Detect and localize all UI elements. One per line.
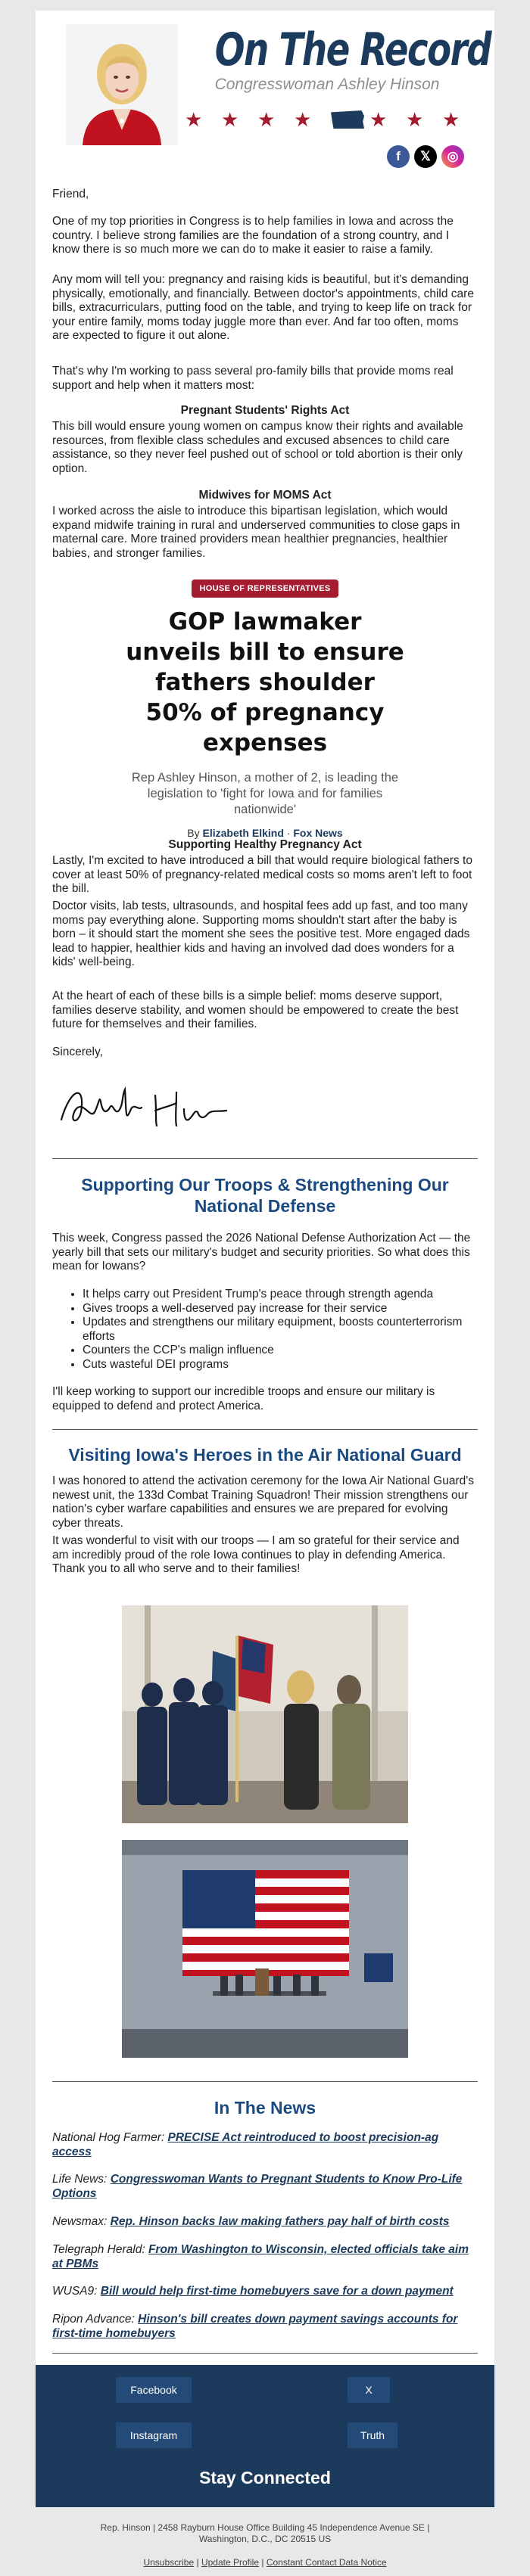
facebook-icon[interactable]: f [387, 145, 410, 168]
newsletter-header [36, 11, 494, 177]
greeting: Friend, [52, 188, 89, 200]
brand-block [183, 23, 491, 94]
facebook-button[interactable]: Facebook [116, 2377, 192, 2403]
link-separator: | [196, 2557, 199, 2568]
link-separator: | [261, 2557, 264, 2568]
congresswoman-portrait [66, 24, 178, 145]
section-divider [52, 1158, 478, 1159]
list-item: • Counters the CCP's malign influence [83, 1344, 476, 1358]
signature-image [55, 1073, 237, 1141]
news-link[interactable]: Congresswoman Wants to Pregnant Students to Know Pro-Life Options [52, 2173, 463, 2200]
data-notice-link[interactable]: Constant Contact Data Notice [266, 2557, 387, 2568]
list-item: • Gives troops a well-deserved pay increase for their service [83, 1302, 476, 1316]
guard-paragraph-1: I was honored to attend the activation ceremony for the Iowa Air National Guard's newest unit, the 133d Combat Training Squadron! Their mission strengthens our nation's cyber warfare capabilities and ensures we are prepared for evolving cyber threats. [52, 1474, 474, 1530]
footer-address [0, 2522, 530, 2545]
list-item: • Updates and strengthens our military equipment, boosts counterterrorism efforts [83, 1316, 476, 1344]
stay-connected-heading: Stay Connected [199, 2468, 331, 2487]
article-byline [123, 827, 407, 839]
news-link[interactable]: Hinson's bill creates down payment savings accounts for first-time homebuyers [52, 2313, 458, 2340]
article-subtitle: Rep Ashley Hinson, a mother of 2, is leading the legislation to 'fight for Iowa and for families nationwide' [131, 771, 399, 816]
ceremony-photo-1 [122, 1605, 408, 1823]
news-source: Ripon Advance: [52, 2313, 135, 2326]
news-link[interactable]: From Washington to Wisconsin, elected officials take aim at PBMs [52, 2243, 469, 2270]
bill-title-pregnant-students: Pregnant Students' Rights Act [180, 404, 350, 417]
news-source: National Hog Farmer: [52, 2131, 165, 2144]
letter-paragraph-1: One of my top priorities in Congress is to help families in Iowa and across the country. I believe strong families are the foundation of a strong country, and I know there is so much more we can do to make it easier to raise a family. [52, 215, 454, 256]
section-divider [52, 2081, 478, 2082]
news-source: WUSA9: [52, 2285, 98, 2298]
news-link[interactable]: Rep. Hinson backs law making fathers pay half of birth costs [110, 2215, 450, 2228]
bill-title-healthy-pregnancy: Supporting Healthy Pregnancy Act [168, 838, 362, 851]
troops-intro: This week, Congress passed the 2026 National Defense Authorization Act — the yearly bill that sets our military's budget and security priorities. So what does this mean for Iowans? [52, 1232, 471, 1273]
byline-separator: · [286, 827, 291, 839]
article-author: Elizabeth Elkind [202, 827, 284, 839]
list-item: • Cuts wasteful DEI programs [83, 1358, 476, 1372]
bill-title-midwives: Midwives for MOMS Act [198, 489, 332, 502]
instagram-button[interactable]: Instagram [116, 2422, 192, 2448]
troops-outro: I'll keep working to support our incredible troops and ensure our military is equipped to defend and protect America. [52, 1385, 435, 1412]
social-footer [36, 2365, 494, 2507]
address-line-1: Rep. Hinson | 2458 Rayburn House Office Building 45 Independence Avenue SE | [100, 2522, 430, 2533]
list-item: • It helps carry out President Trump's peace through strength agenda [83, 1288, 476, 1302]
star-row [183, 109, 471, 132]
star-icon: ★ [369, 108, 388, 131]
letter-closing: Sincerely, [52, 1046, 103, 1058]
star-icon: ★ [406, 108, 424, 131]
newsletter-subtitle: Congresswoman Ashley Hinson [214, 76, 440, 93]
news-item [52, 2285, 478, 2299]
troops-section-title: Supporting Our Troops & Strengthening Our National Defense [81, 1175, 449, 1216]
news-item [52, 2173, 478, 2201]
news-item [52, 2313, 478, 2341]
unsubscribe-link[interactable]: Unsubscribe [143, 2557, 195, 2568]
star-icon: ★ [442, 108, 460, 131]
letter-paragraph-4: Doctor visits, lab tests, ultrasounds, and hospital fees add up fast, and too many moms pay everything alone. Supporting moms shouldn't start after the baby is born – it should start the moment she sees the positive test. More engaged dads lead to happier, healthier kids and having an involved dad does wonders for a kids' well-being. [52, 900, 470, 969]
letter-paragraph-3: That's why I'm working to pass several pro-family bills that provide moms real support and help when it matters most: [52, 365, 454, 392]
letter-paragraph-5: At the heart of each of these bills is a simple belief: moms deserve support, families deserve stability, and women should be empowered to create the best future for themselves and their families. [52, 990, 459, 1031]
address-line-2: Washington, D.C., DC 20515 US [198, 2534, 332, 2544]
news-link[interactable]: Bill would help first-time homebuyers save for a down payment [100, 2285, 454, 2298]
article-badge: HOUSE OF REPRESENTATIVES [192, 580, 338, 598]
byline-prefix: By [187, 827, 200, 839]
news-item [52, 2215, 478, 2230]
update-profile-link[interactable]: Update Profile [201, 2557, 259, 2568]
guard-section-title: Visiting Iowa's Heroes in the Air National Guard [68, 1445, 462, 1465]
ceremony-photo-2 [122, 1840, 408, 2058]
star-icon: ★ [257, 108, 276, 131]
news-source: Newsmax: [52, 2215, 108, 2228]
bill-text-pregnant-students: This bill would ensure young women on campus know their rights and available resources, from flexible class schedules and excused absences to child care assistance, so they never feel pushed out of school or told abortion is their only option. [52, 420, 463, 475]
star-icon: ★ [185, 108, 203, 131]
article-outlet: Fox News [293, 827, 343, 839]
news-link[interactable]: PRECISE Act reintroduced to boost precision-ag access [52, 2131, 439, 2158]
bill-text-midwives: I worked across the aisle to introduce this bipartisan legislation, which would expand midwife training in rural and underserved communities to close gaps in maternal care. More trained providers mean healthier pregnancies, healthier babies, and stronger families. [52, 505, 460, 560]
news-source: Telegraph Herald: [52, 2243, 145, 2256]
star-icon: ★ [221, 108, 239, 131]
x-icon[interactable]: 𝕏 [414, 145, 437, 168]
section-divider [52, 1429, 478, 1430]
news-article-card[interactable] [123, 580, 407, 839]
truth-button[interactable]: Truth [348, 2422, 398, 2448]
email-card [36, 11, 494, 2507]
bill-text-healthy-pregnancy: Lastly, I'm excited to have introduced a bill that would require biological fathers to cover at least 50% of pregnancy-related medical costs so moms aren't left to foot the bill. [52, 854, 472, 896]
news-item [52, 2243, 478, 2271]
footer-links [0, 2557, 530, 2568]
iowa-state-icon [331, 110, 364, 129]
newsletter-title: On The Record [214, 23, 491, 76]
news-source: Life News: [52, 2173, 108, 2186]
news-item [52, 2131, 478, 2159]
guard-paragraph-2: It was wonderful to visit with our troops — I am so grateful for their service and am incredibly proud of the role Iowa continues to play in defending America. Thank you to all who serve and to their families! [52, 1534, 460, 1576]
section-divider [52, 2353, 478, 2354]
x-button[interactable]: X [348, 2377, 390, 2403]
instagram-icon[interactable]: ◎ [441, 145, 464, 168]
letter-paragraph-2: Any mom will tell you: pregnancy and raising kids is beautiful, but it's demanding physically, emotionally, and financially. Between doctor's appointments, child care bills, extracurriculars, putting food on the table, and trying to keep life on track for your entire family, moms today juggle more than ever. And far too often, moms are expected to figure it out alone. [52, 273, 474, 343]
star-icon: ★ [294, 108, 312, 131]
news-section-title: In The News [214, 2098, 316, 2118]
article-headline[interactable]: GOP lawmaker unveils bill to ensure fathers shoulder 50% of pregnancy expenses [126, 608, 404, 757]
ndaa-bullet-list [83, 1288, 476, 1372]
